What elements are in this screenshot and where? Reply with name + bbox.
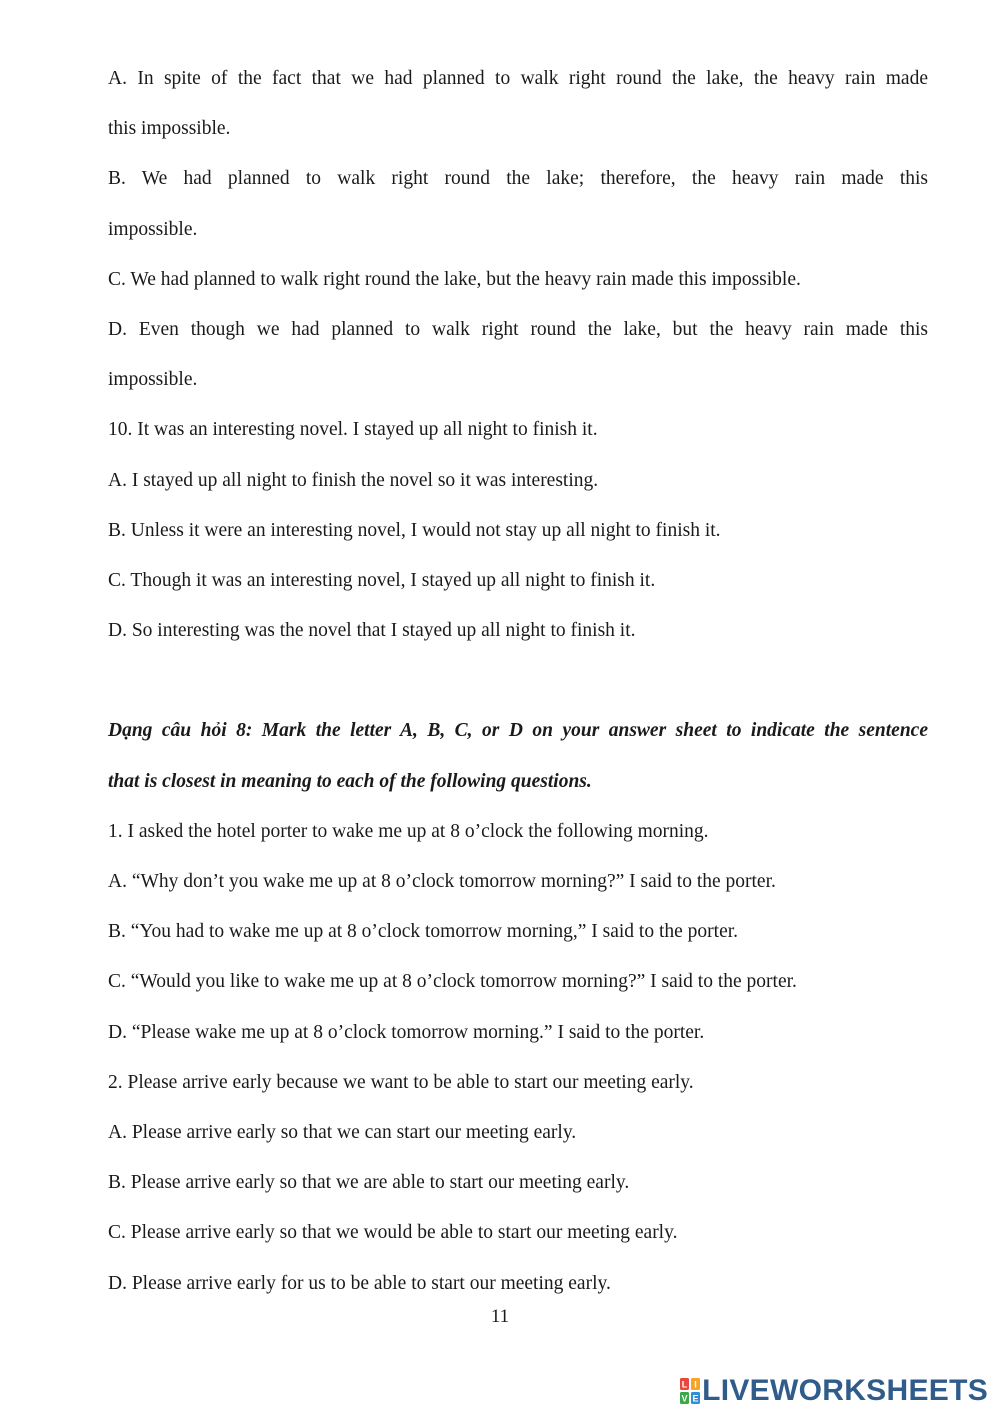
q9-option-c: C. We had planned to walk right round the lake, but the heavy rain made this impossible. <box>108 268 801 290</box>
s8-q2-option-d: D. Please arrive early for us to be able to start our meeting early. <box>108 1272 611 1294</box>
q10-question: 10. It was an interesting novel. I stayed up all night to finish it. <box>108 419 598 441</box>
s8-q1-option-a: A. “Why don’t you wake me up at 8 o’clock tomorrow morning?” I said to the porter. <box>108 871 776 892</box>
logo-letter-l: L <box>681 1379 688 1390</box>
q9-option-a-line2: this impossible. <box>108 118 231 140</box>
section8-instruction-line2: that is closest in meaning to each of the following questions. <box>108 770 592 792</box>
s8-q2-option-b: B. Please arrive early so that we are able to start our meeting early. <box>108 1172 630 1194</box>
q9-option-d-line2: impossible. <box>108 369 198 391</box>
liveworksheets-watermark[interactable] <box>680 1374 988 1408</box>
q9-option-a-line1: A. In spite of the fact that we had planned to walk right round the lake, the heavy rain made <box>108 68 928 89</box>
q10-option-c: C. Though it was an interesting novel, I stayed up all night to finish it. <box>108 569 656 591</box>
section-spacer <box>108 656 928 706</box>
s8-q1-option-b: B. “You had to wake me up at 8 o’clock tomorrow morning,” I said to the porter. <box>108 921 739 943</box>
logo-letter-e: E <box>692 1393 699 1404</box>
s8-q2-option-a: A. Please arrive early so that we can start our meeting early. <box>108 1121 577 1143</box>
logo-letter-i: I <box>694 1379 697 1390</box>
s8-q1-option-c: C. “Would you like to wake me up at 8 o’clock tomorrow morning?” I said to the porter. <box>108 971 797 993</box>
page-number: 11 <box>490 1306 510 1327</box>
s8-q1-option-d: D. “Please wake me up at 8 o’clock tomorrow morning.” I said to the porter. <box>108 1021 705 1043</box>
s8-q1-question: 1. I asked the hotel porter to wake me up at 8 o’clock the following morning. <box>108 820 709 842</box>
s8-q2-question: 2. Please arrive early because we want to be able to start our meeting early. <box>108 1071 694 1093</box>
q9-option-b-line2: impossible. <box>108 218 198 240</box>
q9-option-b-line1: B. We had planned to walk right round the lake; therefore, the heavy rain made this <box>108 168 928 190</box>
logo-letter-v: V <box>681 1393 688 1404</box>
document-page <box>108 54 928 1309</box>
liveworksheets-brand-text: LIVEWORKSHEETS <box>702 1374 988 1407</box>
liveworksheets-logo-icon <box>680 1378 700 1404</box>
q9-option-d-line1: D. Even though we had planned to walk right round the lake, but the heavy rain made this <box>108 318 928 340</box>
q10-option-d: D. So interesting was the novel that I stayed up all night to finish it. <box>108 620 636 642</box>
section8-instruction-line1: Dạng câu hỏi 8: Mark the letter A, B, C, or D on your answer sheet to indicate the sentence <box>108 720 928 742</box>
s8-q2-option-c: C. Please arrive early so that we would be able to start our meeting early. <box>108 1222 678 1244</box>
q10-option-b: B. Unless it were an interesting novel, I would not stay up all night to finish it. <box>108 519 721 541</box>
q10-option-a: A. I stayed up all night to finish the novel so it was interesting. <box>108 469 599 491</box>
